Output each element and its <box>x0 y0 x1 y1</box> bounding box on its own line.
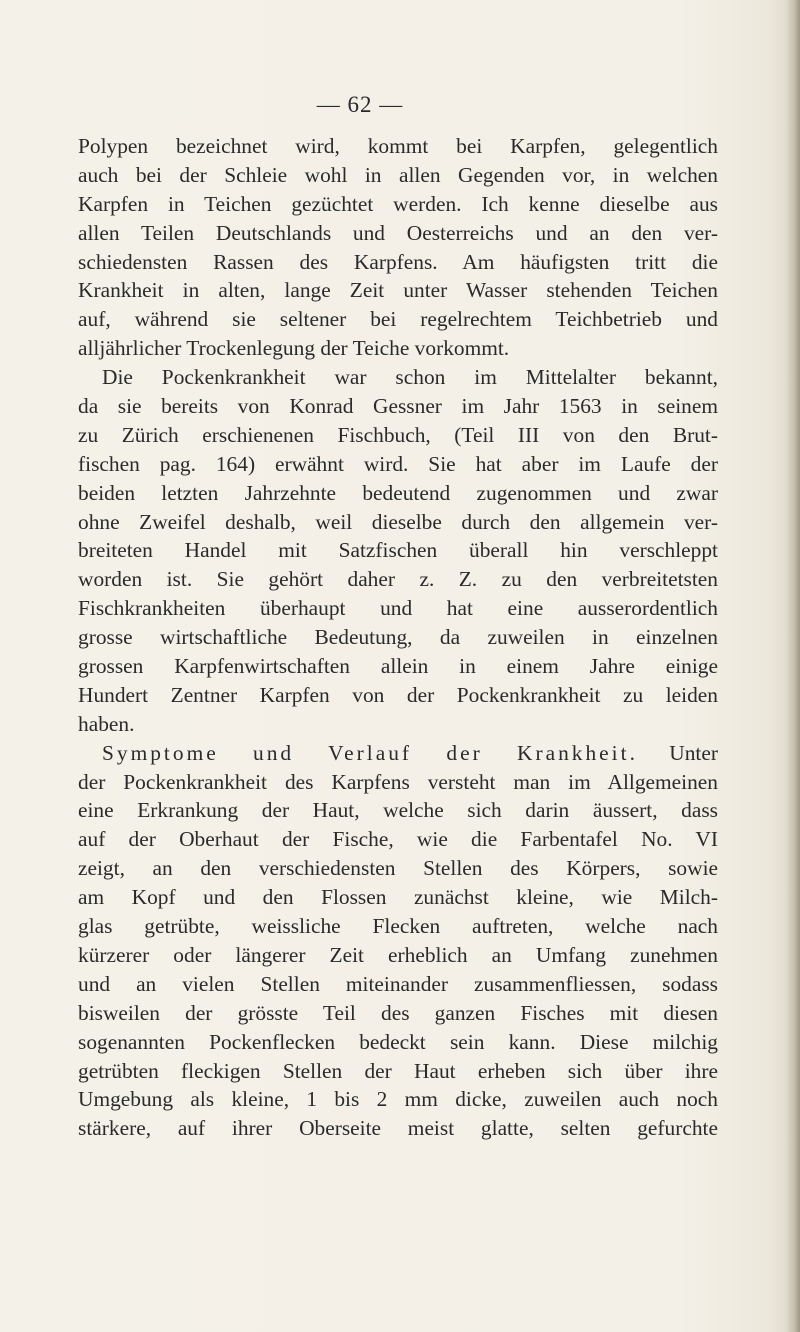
page-number: — 62 — <box>316 92 404 117</box>
text-line: fischen pag. 164) erwähnt wird. Sie hat aber im Laufe der <box>78 451 718 476</box>
text-line: auch bei der Schleie wohl in allen Gegenden vor, in welchen <box>78 162 718 187</box>
text-line: da sie bereits von Konrad Gessner im Jahr 1563 in seinem <box>78 394 718 419</box>
text-line: grossen Karpfenwirtschaften allein in einem Jahre einige <box>78 654 718 679</box>
body-text <box>78 132 718 1143</box>
text-line: Fischkrankheiten überhaupt und hat eine ausserordentlich <box>78 596 718 621</box>
text-line: Polypen bezeichnet wird, kommt bei Karpfen, gelegentlich <box>78 134 718 158</box>
text-line: und an vielen Stellen miteinander zusammenfliessen, sodass <box>78 971 718 996</box>
text-line: glas getrübte, weissliche Flecken auftreten, welche nach <box>78 914 718 939</box>
text-line: allen Teilen Deutschlands und Oesterreichs und an den ver- <box>78 220 718 245</box>
text-line: auf, während sie seltener bei regelrechtem Teichbetrieb und <box>78 307 718 332</box>
section-heading-line <box>78 739 718 768</box>
text-line: ohne Zweifel deshalb, weil dieselbe durch den allgemein ver- <box>78 509 718 534</box>
text-line: Krankheit in alten, lange Zeit unter Wasser stehenden Teichen <box>78 278 718 303</box>
text-line: Die Pockenkrankheit war schon im Mittelalter bekannt, <box>102 365 718 390</box>
text-line: beiden letzten Jahrzehnte bedeutend zugenommen und zwar <box>78 480 718 505</box>
page-edge-shadow <box>786 0 800 1332</box>
text-line: breiteten Handel mit Satzfischen überall hin verschleppt <box>78 538 718 563</box>
text-line: sogenannten Pockenflecken bedeckt sein kann. Diese milchig <box>78 1029 718 1054</box>
text-line: kürzerer oder längerer Zeit erheblich an Umfang zunehmen <box>78 942 718 967</box>
text-line: auf der Oberhaut der Fische, wie die Farbentafel No. VI <box>78 827 718 852</box>
text-line: zu Zürich erschienenen Fischbuch, (Teil III von den Brut- <box>78 422 718 447</box>
text-line: stärkere, auf ihrer Oberseite meist glatte, selten gefurchte <box>78 1116 718 1141</box>
text-line: worden ist. Sie gehört daher z. Z. zu den verbreitetsten <box>78 567 718 592</box>
text-line: am Kopf und den Flossen zunächst kleine, wie Milch- <box>78 885 718 910</box>
text-line: Karpfen in Teichen gezüchtet werden. Ich kenne dieselbe aus <box>78 191 718 216</box>
text-line: grosse wirtschaftliche Bedeutung, da zuweilen in einzelnen <box>78 625 718 650</box>
text-line: Hundert Zentner Karpfen von der Pockenkrankheit zu leiden <box>78 682 718 707</box>
heading-line-continuation: Unter <box>669 740 718 765</box>
text-line: getrübten fleckigen Stellen der Haut erheben sich über ihre <box>78 1058 718 1083</box>
text-line: der Pockenkrankheit des Karpfens versteht man im Allgemeinen <box>78 769 718 794</box>
text-line: haben. <box>78 711 135 736</box>
text-line: schiedensten Rassen des Karpfens. Am häufigsten tritt die <box>78 249 718 274</box>
section-heading: Symptome und Verlauf der Krankheit. <box>102 740 638 765</box>
text-line: bisweilen der grösste Teil des ganzen Fisches mit diesen <box>78 1000 718 1025</box>
text-line: eine Erkrankung der Haut, welche sich darin äussert, dass <box>78 798 718 823</box>
text-line: Umgebung als kleine, 1 bis 2 mm dicke, zuweilen auch noch <box>78 1087 718 1112</box>
text-line: alljährlicher Trockenlegung der Teiche vorkommt. <box>78 336 510 361</box>
text-line: zeigt, an den verschiedensten Stellen des Körpers, sowie <box>78 856 718 881</box>
